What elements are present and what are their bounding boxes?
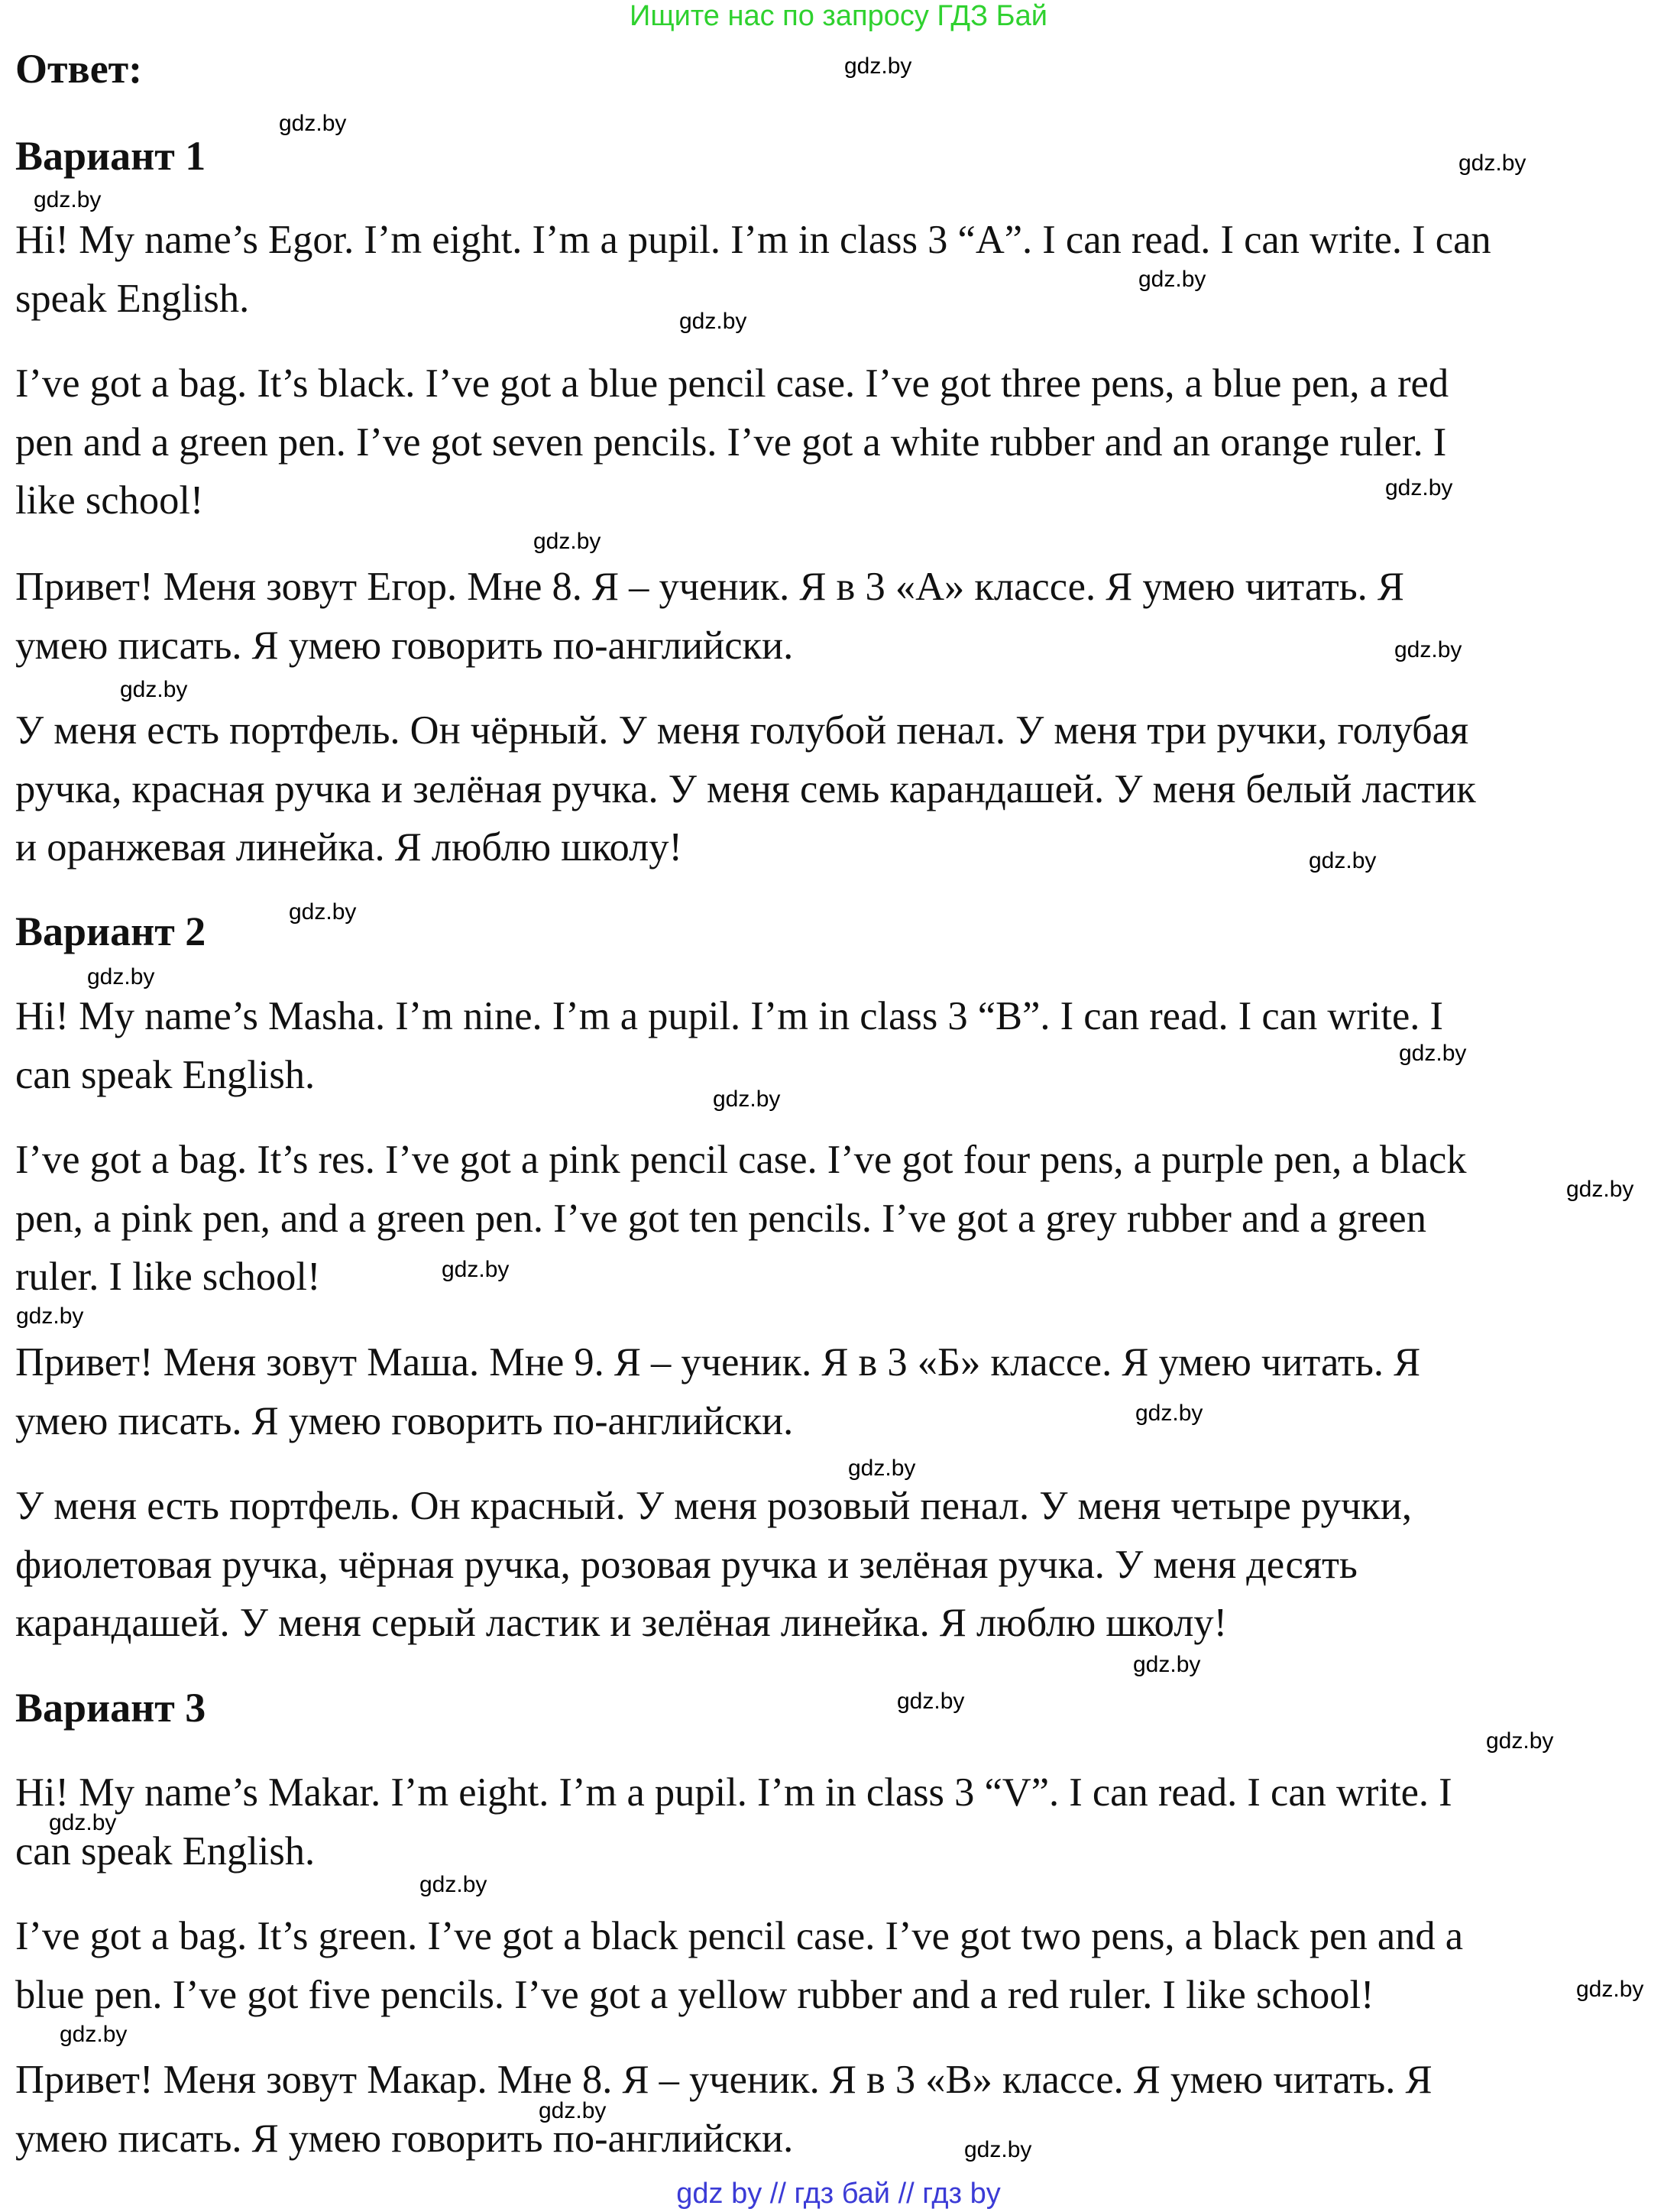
text-line: I’ve got a bag. It’s black. I’ve got a blue pencil case. I’ve got three pens, a blue pen, a red: [15, 361, 1449, 406]
text-line: can speak English.: [15, 1052, 316, 1097]
watermark: gdz.by: [1399, 1041, 1467, 1066]
watermark: gdz.by: [1133, 1652, 1201, 1677]
variant-2-paragraph-2: [15, 1131, 1673, 1307]
watermark: gdz.by: [1394, 637, 1462, 662]
text-line: умею писать. Я умею говорить по-английски.: [15, 623, 794, 668]
text-line: Hi! My name’s Makar. I’m eight. I’m a pupil. I’m in class 3 “V”. I can read. I can write. I: [15, 1770, 1452, 1815]
text-line: Hi! My name’s Egor. I’m eight. I’m a pupil. I’m in class 3 “A”. I can read. I can write. I can: [15, 218, 1491, 262]
search-banner: Ищите нас по запросу ГДЗ Бай: [630, 0, 1047, 32]
text-line: pen and a green pen. I’ve got seven pencils. I’ve got a white rubber and an orange ruler. I: [15, 419, 1447, 465]
watermark: gdz.by: [49, 1810, 117, 1835]
text-line: I’ve got a bag. It’s res. I’ve got a pink pencil case. I’ve got four pens, a purple pen, a black: [15, 1138, 1467, 1182]
watermark: gdz.by: [87, 964, 155, 989]
text-line: ruler. I like school!: [15, 1255, 321, 1299]
watermark: gdz.by: [279, 111, 347, 136]
text-line: умею писать. Я умею говорить по-английски.: [15, 1398, 794, 1443]
text-line: У меня есть портфель. Он чёрный. У меня голубой пенал. У меня три ручки, голубая: [15, 708, 1469, 753]
text-line: blue pen. I’ve got five pencils. I’ve got a yellow rubber and a red ruler. I like school!: [15, 1972, 1374, 2017]
variant-1-paragraph-1: [15, 211, 1673, 328]
watermark: gdz.by: [848, 1456, 916, 1481]
watermark: gdz.by: [1576, 1977, 1644, 2002]
watermark: gdz.by: [1309, 848, 1377, 873]
watermark: gdz.by: [539, 2098, 607, 2123]
watermark: gdz.by: [1385, 475, 1453, 500]
text-line: Привет! Меня зовут Маша. Мне 9. Я – ученик. Я в 3 «Б» классе. Я умею читать. Я: [15, 1340, 1421, 1385]
text-line: и оранжевая линейка. Я люблю школу!: [15, 825, 682, 870]
text-line: speak English.: [15, 276, 250, 321]
watermark: gdz.by: [713, 1087, 781, 1112]
text-line: like school!: [15, 478, 204, 523]
variant-2-paragraph-4: [15, 1477, 1673, 1653]
watermark: gdz.by: [419, 1872, 487, 1897]
watermark: gdz.by: [844, 53, 912, 79]
text-line: pen, a pink pen, and a green pen. I’ve got ten pencils. I’ve got a grey rubber and a green: [15, 1196, 1426, 1241]
text-line: У меня есть портфель. Он красный. У меня розовый пенал. У меня четыре ручки,: [15, 1484, 1412, 1528]
watermark: gdz.by: [442, 1257, 510, 1282]
variant-3-paragraph-2: [15, 1907, 1673, 2024]
text-line: ручка, красная ручка и зелёная ручка. У меня семь карандашей. У меня белый ластик: [15, 766, 1476, 811]
answer-heading: Ответ:: [15, 46, 143, 92]
watermark: gdz.by: [1486, 1728, 1554, 1754]
watermark: gdz.by: [679, 309, 747, 334]
watermark: gdz.by: [1566, 1177, 1634, 1202]
text-line: Привет! Меня зовут Егор. Мне 8. Я – ученик. Я в 3 «А» классе. Я умею читать. Я: [15, 565, 1404, 609]
watermark: gdz.by: [289, 899, 357, 925]
variant-2-paragraph-3: [15, 1333, 1673, 1450]
watermark: gdz.by: [16, 1304, 84, 1329]
variant-3-title: Вариант 3: [15, 1685, 206, 1731]
text-line: Hi! My name’s Masha. I’m nine. I’m a pupil. I’m in class 3 “B”. I can read. I can write. I: [15, 994, 1443, 1038]
variant-3-paragraph-3: [15, 2051, 1673, 2168]
watermark: gdz.by: [533, 529, 601, 554]
text-line: карандашей. У меня серый ластик и зелёная линейка. Я люблю школу!: [15, 1601, 1228, 1645]
watermark: gdz.by: [120, 677, 188, 702]
variant-1-title: Вариант 1: [15, 133, 206, 179]
variant-2-title: Вариант 2: [15, 908, 206, 954]
variant-1-paragraph-4: [15, 701, 1673, 877]
text-line: I’ve got a bag. It’s green. I’ve got a black pencil case. I’ve got two pens, a black pen and a: [15, 1914, 1464, 1958]
watermark: gdz.by: [964, 2137, 1032, 2162]
watermark: gdz.by: [1135, 1401, 1203, 1426]
watermark: gdz.by: [1138, 267, 1206, 292]
watermark: gdz.by: [34, 187, 102, 212]
text-line: can speak English.: [15, 1828, 316, 1874]
footer-links: gdz by // гдз бай // гдз by: [676, 2178, 1001, 2210]
text-line: умею писать. Я умею говорить по-английски.: [15, 2116, 794, 2161]
variant-1-paragraph-2: [15, 355, 1673, 530]
text-line: фиолетовая ручка, чёрная ручка, розовая ручка и зелёная ручка. У меня десять: [15, 1542, 1358, 1587]
watermark: gdz.by: [1458, 151, 1526, 176]
watermark: gdz.by: [897, 1689, 965, 1714]
variant-3-paragraph-1: [15, 1763, 1673, 1880]
text-line: Привет! Меня зовут Макар. Мне 8. Я – ученик. Я в 3 «В» классе. Я умею читать. Я: [15, 2058, 1433, 2102]
watermark: gdz.by: [60, 2022, 128, 2047]
